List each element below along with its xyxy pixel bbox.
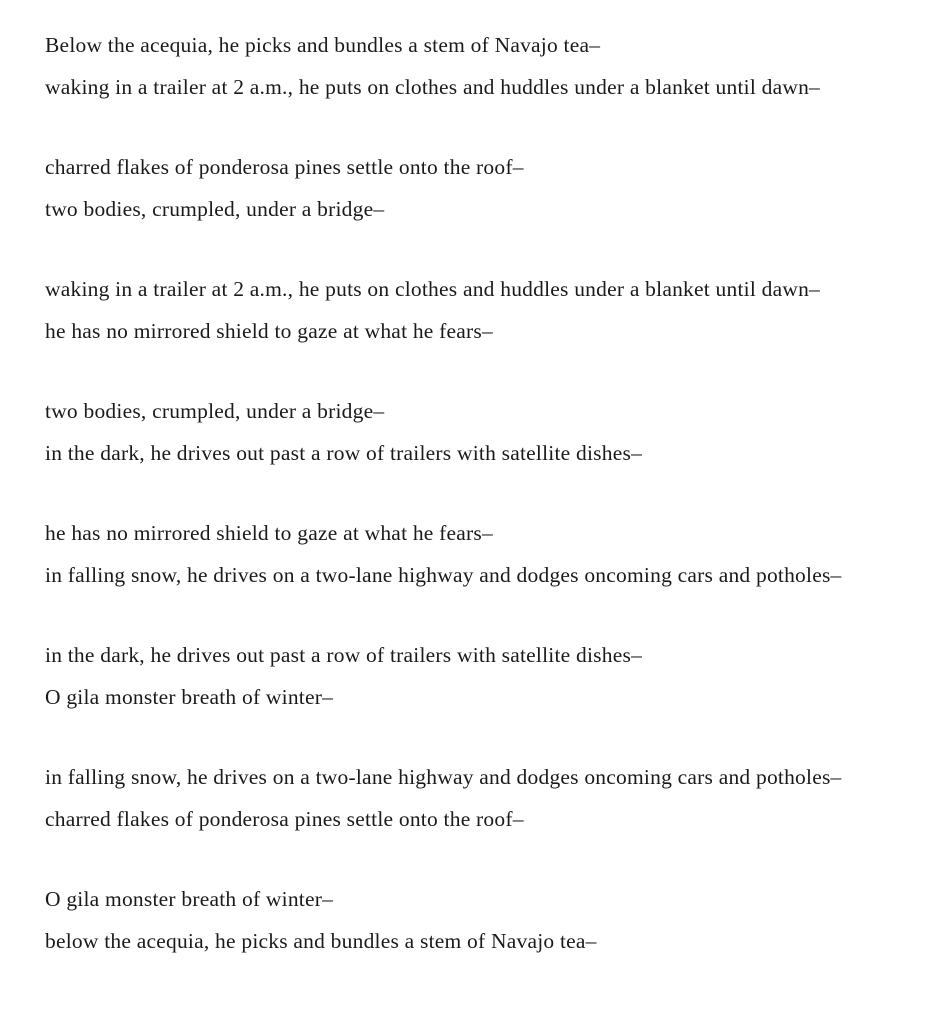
poem-line: charred flakes of ponderosa pines settle onto the roof– [45,155,524,179]
poem-line: two bodies, crumpled, under a bridge– [45,197,385,221]
stanza [45,146,900,230]
poem-line: waking in a trailer at 2 a.m., he puts on clothes and huddles under a blanket until dawn– [45,277,821,301]
stanza [45,756,900,840]
poem-body [45,24,900,962]
poem-line: in the dark, he drives out past a row of trailers with satellite dishes– [45,643,643,667]
poem-line: Below the acequia, he picks and bundles a stem of Navajo tea– [45,33,601,57]
stanza [45,878,900,962]
stanza [45,390,900,474]
poem-line: in falling snow, he drives on a two-lane highway and dodges oncoming cars and potholes– [45,563,842,587]
poem-line: O gila monster breath of winter– [45,887,334,911]
poem-line: two bodies, crumpled, under a bridge– [45,399,385,423]
stanza [45,634,900,718]
poem-line: in the dark, he drives out past a row of trailers with satellite dishes– [45,441,643,465]
poem-line: waking in a trailer at 2 a.m., he puts on clothes and huddles under a blanket until dawn– [45,75,821,99]
poem-line: O gila monster breath of winter– [45,685,334,709]
stanza [45,24,900,108]
stanza [45,512,900,596]
poem-line: charred flakes of ponderosa pines settle onto the roof– [45,807,524,831]
poem-line: below the acequia, he picks and bundles a stem of Navajo tea– [45,929,597,953]
poem-line: in falling snow, he drives on a two-lane highway and dodges oncoming cars and potholes– [45,765,842,789]
poem-line: he has no mirrored shield to gaze at what he fears– [45,319,493,343]
poem-line: he has no mirrored shield to gaze at what he fears– [45,521,493,545]
stanza [45,268,900,352]
